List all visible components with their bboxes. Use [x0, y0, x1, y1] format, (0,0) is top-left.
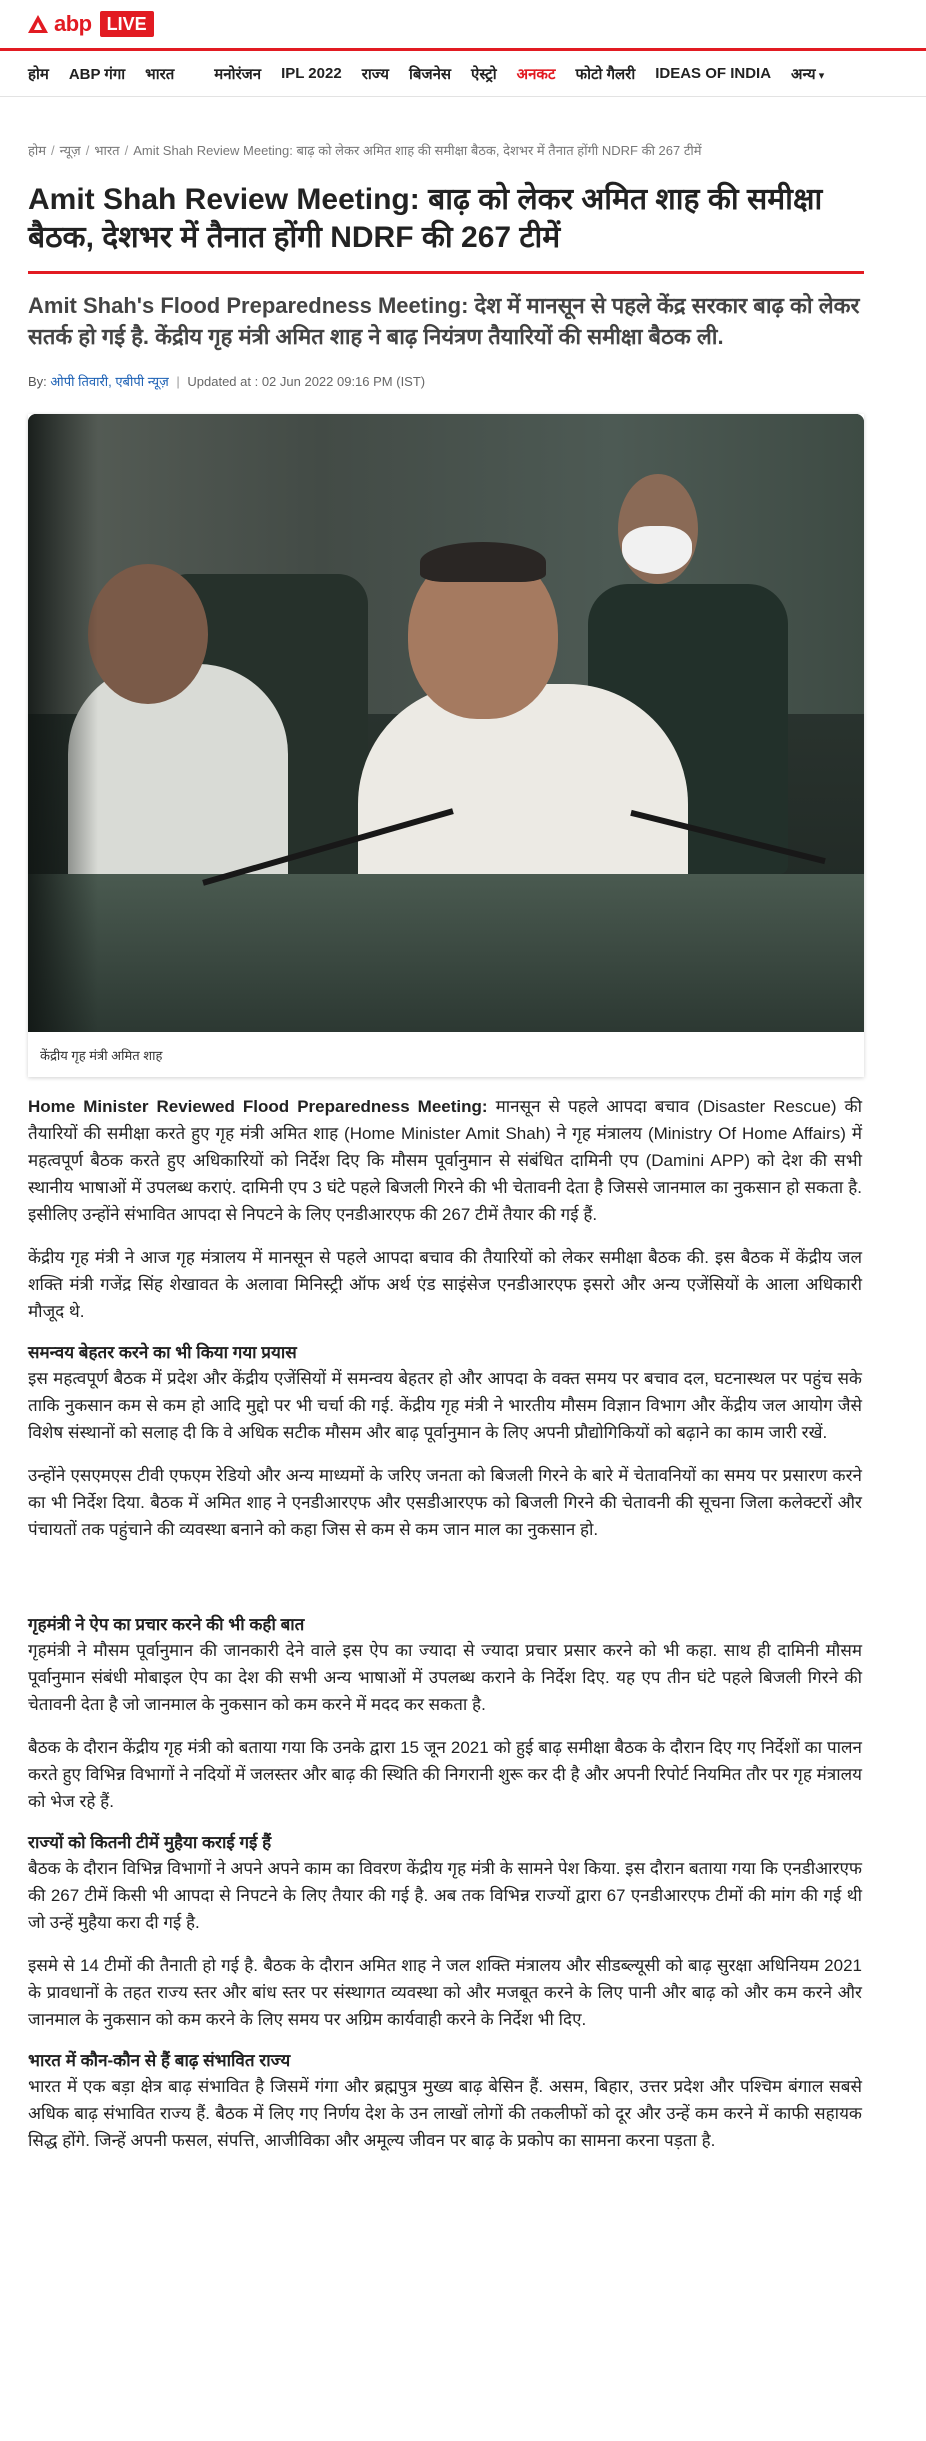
nav-item-entertainment[interactable]: मनोरंजन [214, 65, 262, 83]
nav-item-uncut[interactable] [517, 64, 556, 84]
section-heading: राज्यों को कितनी टीमें मुहैया कराई गई हैं [28, 1833, 272, 1852]
abp-logo-icon [28, 15, 48, 33]
article-headline: Amit Shah Review Meeting: बाढ़ को लेकर अमित शाह की समीक्षा बैठक, देशभर में तैनात होंगी NDRF की 267 टीमें [28, 183, 823, 254]
paragraph-lead: Home Minister Reviewed Flood Preparedness Meeting: [28, 1097, 488, 1116]
breadcrumb [28, 141, 862, 159]
breadcrumb-news[interactable]: न्यूज़ [59, 143, 81, 158]
site-header [0, 0, 926, 48]
live-badge: LIVE [100, 11, 154, 37]
paragraph: इस महत्वपूर्ण बैठक में प्रदेश और केंद्रीय एजेंसियों में समन्वय बेहतर हो और आपदा के वक्त समय पर बचाव दल, घटनास्थल पर पहुंच सके ताकि नुकसान कम से कम हो आदि मुद्दो पर भी चर्चा की गई. केंद्रीय गृह मंत्री ने भारतीय मौसम विज्ञान विभाग और केंद्रीय जल आयोग जैसे विशेष संस्थानों को सलाह दी कि वे अधिक सटीक मौसम और बाढ़ पूर्वानुमान के लिए अपनी प्रौद्योगिकियों को बढ़ाने का काम जारी रखें. [28, 1369, 862, 1442]
paragraph: बैठक के दौरान विभिन्न विभागों ने अपने अपने काम का विवरण केंद्रीय गृह मंत्री के सामने पेश किया. इस दौरान बताया गया कि एनडीआरएफ की 267 टीमें किसी भी आपदा से निपटने के लिए तैयार की गई है. अब तक विभिन्न राज्यों द्वारा 67 एनडीआरएफ टीमों की मांग की गई थी जो उन्हें मुहैया करा दी गई है. [28, 1859, 862, 1932]
article-standfirst: Amit Shah's Flood Preparedness Meeting: देश में मानसून से पहले केंद्र सरकार बाढ़ को लेकर सतर्क हो गई है. केंद्रीय गृह मंत्री अमित शाह ने बाढ़ नियंत्रण तैयारियों की समीक्षा बैठक ली. [28, 293, 860, 349]
nav-more-dropdown[interactable]: अन्य ▾ [791, 64, 824, 84]
brand-name: abp [54, 11, 92, 36]
breadcrumb-india[interactable]: भारत [94, 143, 120, 158]
byline-label: By: [28, 374, 47, 389]
nav-item-abp-ganga[interactable]: ABP गंगा [68, 65, 126, 83]
updated-timestamp: Updated at : 02 Jun 2022 09:16 PM (IST) [187, 374, 426, 389]
section-heading: गृहमंत्री ने ऐप का प्रचार करने की भी कही बात [28, 1615, 305, 1634]
paragraph: गृहमंत्री ने मौसम पूर्वानुमान की जानकारी देने वाले इस ऐप का ज्यादा से ज्यादा प्रचार प्रसार करने को भी कहा. साथ ही दामिनी मौसम पूर्वानुमान संबंधी मोबाइल ऐप का देश की सभी अन्य भाषाओं में उपलब्ध कराने के निर्देश दिए. यह एप तीन घंटे पहले बिजली गिरने की चेतावनी देता है जो जानमाल के नुकसान को कम करने में मदद कर सकता है. [28, 1641, 862, 1714]
breadcrumb-separator: / [51, 143, 55, 158]
author-link[interactable]: ओपी तिवारी, एबीपी न्यूज़ [50, 374, 169, 389]
nav-item-home[interactable]: होम [28, 65, 49, 83]
section-heading: समन्वय बेहतर करने का भी किया गया प्रयास [28, 1343, 297, 1362]
nav-item-ideas-of-india[interactable]: IDEAS OF INDIA [655, 65, 772, 82]
nav-item-business[interactable]: बिजनेस [409, 65, 452, 83]
article [0, 97, 926, 2154]
nav-item-bharat[interactable]: भारत [145, 65, 175, 83]
breadcrumb-separator: / [124, 143, 129, 158]
headline-underline [28, 271, 864, 274]
nav-item-states[interactable]: राज्य [361, 65, 389, 83]
breadcrumb-home[interactable]: होम [28, 143, 47, 158]
main-nav [0, 51, 926, 97]
uncut-label: अनकट [516, 65, 556, 83]
paragraph: केंद्रीय गृह मंत्री ने आज गृह मंत्रालय में मानसून से पहले आपदा बचाव की तैयारियों को लेकर समीक्षा बैठक की. इस बैठक में केंद्रीय जल शक्ति मंत्री गजेंद्र सिंह शेखावत के अलावा मिनिस्ट्री ऑफ अर्थ एंड साइंसेज एनडीआरएफ इसरो और अन्य एजेंसियों के आला अधिकारी मौजूद थे. [28, 1248, 862, 1321]
paragraph [28, 1093, 862, 1228]
image-caption: केंद्रीय गृह मंत्री अमित शाह [28, 1032, 864, 1077]
section-heading: भारत में कौन-कौन से हैं बाढ़ संभावित राज्य [28, 2051, 291, 2070]
nav-item-ipl-2022[interactable]: IPL 2022 [281, 65, 342, 82]
abp-live-logo[interactable] [28, 11, 154, 37]
paragraph-text: मानसून से पहले आपदा बचाव (Disaster Rescue) की तैयारियों की समीक्षा करते हुए गृह मंत्री अमित शाह (Home Minister Amit Shah) ने गृह मंत्रालय (Ministry Of Home Affairs) में महत्वपूर्ण बैठक करते हुए अधिकारियों को निर्देश दिए कि मौसम पूर्वानुमान से संबंधित दामिनी एप (Damini APP) को देश की सभी स्थानीय भाषाओं में उपलब्ध कराएं. दामिनी एप 3 घंटे पहले बिजली गिरने की भी चेतावनी देता है जिससे जानमाल का नुकसान हो सकता है. इसीलिए उन्होंने संभावित आपदा से निपटने के लिए एनडीआरएफ की 267 टीमें तैयार की गई हैं. [28, 1097, 862, 1224]
hero-photo [28, 414, 864, 1032]
nav-item-photo-gallery[interactable]: फोटो गैलरी [575, 65, 636, 83]
byline-separator: | [176, 374, 180, 389]
byline [28, 372, 862, 390]
paragraph: बैठक के दौरान केंद्रीय गृह मंत्री को बताया गया कि उनके द्वारा 15 जून 2021 को हुई बाढ़ समीक्षा बैठक के दौरान दिए गए निर्देशों का पालन करते हुए विभिन्न विभागों ने नदियों में जलस्तर और बाढ़ की स्थिति की निगरानी शुरू कर दी है और अपनी रिपोर्ट नियमित तौर पर गृह मंत्रालय को भेज रहे हैं. [28, 1738, 862, 1811]
breadcrumb-separator: / [85, 143, 90, 158]
paragraph: उन्होंने एसएमएस टीवी एफएम रेडियो और अन्य माध्यमों के जरिए जनता को बिजली गिरने के बारे में चेतावनियों का समय पर प्रसारण करने का भी निर्देश दिया. बैठक में अमित शाह ने एनडीआरएफ और एसडीआरएफ को बिजली गिरने की चेतावनी की सूचना जिला कलेक्टरों और पंचायतों तक पहुंचाने की व्यवस्था बनाने को कहा जिस से कम से कम जान माल का नुकसान हो. [28, 1466, 862, 1539]
article-body [28, 1093, 862, 2154]
paragraph: इसमे से 14 टीमों की तैनाती हो गई है. बैठक के दौरान अमित शाह ने जल शक्ति मंत्रालय और सीडब्ल्यूसी को बाढ़ सुरक्षा अधिनियम 2021 के प्रावधानों के तहत राज्य स्तर और बांध स्तर पर संस्थागत व्यवस्था को और मजबूत करने के लिए पानी और बाढ़ को और कम करने और जानमाल के नुकसान को कम करने के लिए समय पर अग्रिम कार्यवाही करने के निर्देश भी दिए. [28, 1956, 862, 2029]
breadcrumb-current: Amit Shah Review Meeting: बाढ़ को लेकर अमित शाह की समीक्षा बैठक, देशभर में तैनात होंगी NDRF की 267 टीमें [133, 143, 702, 158]
paragraph: भारत में एक बड़ा क्षेत्र बाढ़ संभावित है जिसमें गंगा और ब्रह्मपुत्र मुख्य बाढ़ बेसिन हैं. असम, बिहार, उत्तर प्रदेश और पश्चिम बंगाल सबसे अधिक बाढ़ संभावित राज्य हैं. बैठक में लिए गए निर्णय देश के उन लाखों लोगों की तकलीफों को दूर और उन्हें कम करने में काफी सहायक सिद्ध होंगे. जिन्हें अपनी फसल, संपत्ति, आजीविका और अमूल्य जीवन पर बाढ़ के प्रकोप का सामना करना पड़ता है. [28, 2077, 862, 2150]
nav-item-astro[interactable]: ऐस्ट्रो [471, 65, 497, 83]
section-spacer [28, 1559, 862, 1613]
hero-figure [28, 414, 864, 1077]
